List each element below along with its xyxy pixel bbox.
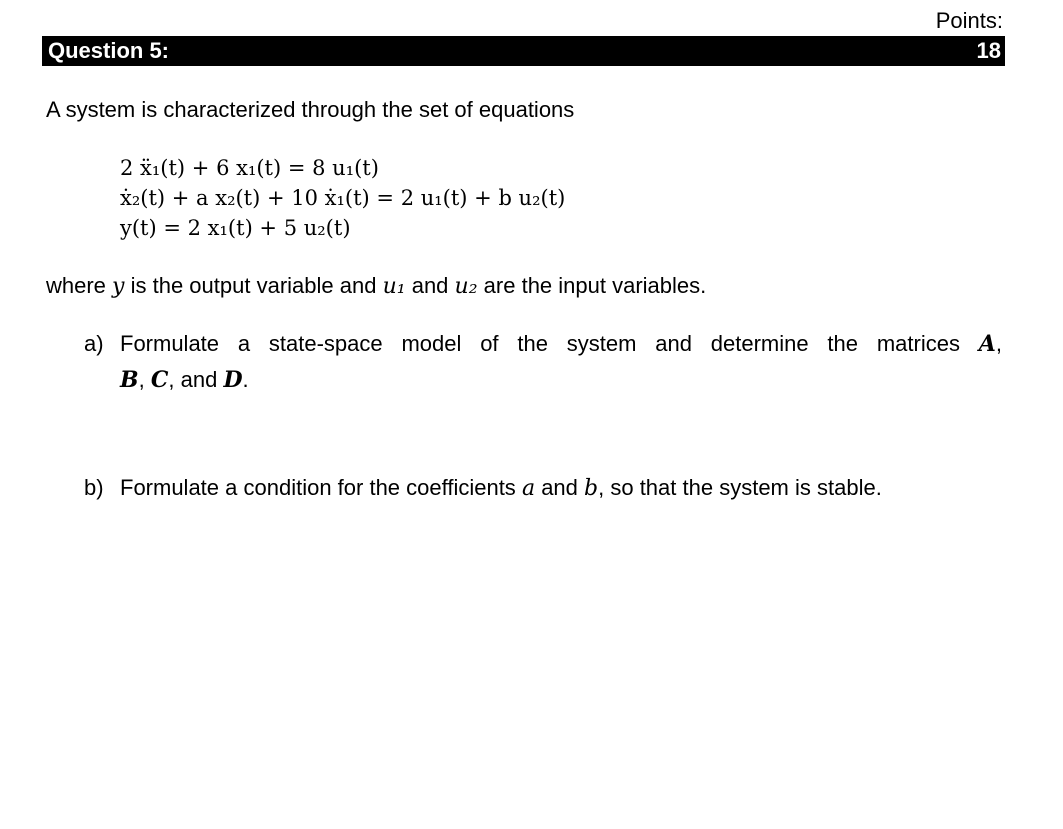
equation-3: y(t) = 2 x₁(t) + 5 u₂(t)	[120, 216, 351, 240]
part-a-line1: Formulate a state-space model of the system and determine the matrices A,	[120, 331, 1002, 357]
part-b-text2: , so that the system is stable.	[598, 475, 882, 500]
where-part4: are the input variables.	[483, 273, 707, 298]
part-b-label: b)	[84, 475, 104, 500]
matrix-d: D	[223, 367, 243, 393]
equation-2: ẋ₂(t) + a x₂(t) + 10 ẋ₁(t) = 2 u₁(t) + b u₂(t)	[120, 186, 566, 210]
var-u2: u₂	[454, 274, 478, 299]
question-header-bar	[42, 36, 1005, 66]
matrix-a: A	[978, 331, 996, 357]
part-a-label: a)	[84, 331, 104, 356]
points-label: Points:	[935, 8, 1003, 33]
where-part3: and	[411, 273, 449, 298]
points-value: 18	[976, 38, 1001, 63]
equation-1: 2 ẍ₁(t) + 6 x₁(t) = 8 u₁(t)	[120, 156, 379, 180]
coef-a: a	[521, 476, 536, 501]
matrix-b: B	[120, 367, 139, 393]
where-part1: where	[46, 273, 106, 298]
part-a-line2: B, C, and D.	[120, 367, 249, 393]
part-b-text	[120, 474, 882, 503]
part-b-and: and	[541, 475, 578, 500]
part-a-text: Formulate a state-space model of the system and determine the matrices	[120, 331, 960, 356]
matrix-c: C	[150, 367, 169, 393]
where-part2: is the output variable and	[130, 273, 377, 298]
intro-text: A system is characterized through the set of equations	[46, 97, 575, 122]
var-u1: u₁	[382, 274, 406, 299]
question-title: Question 5:	[48, 38, 170, 63]
part-b-text1: Formulate a condition for the coefficients	[120, 475, 516, 500]
var-y: y	[112, 274, 125, 299]
coef-b: b	[584, 476, 599, 501]
where-text	[46, 272, 706, 301]
part-a-and: and	[180, 367, 218, 392]
